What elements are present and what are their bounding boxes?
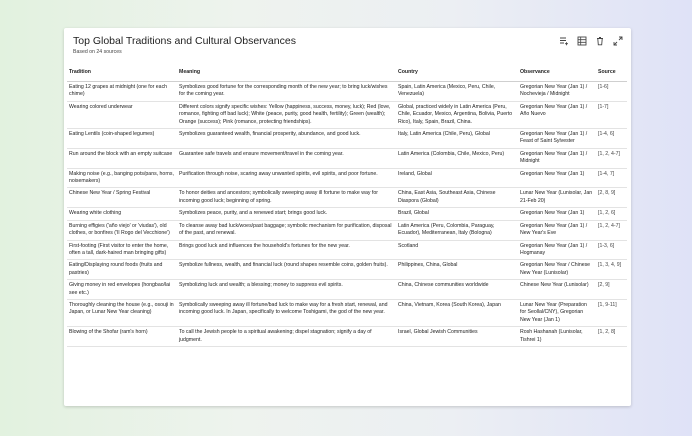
meaning-cell: Symbolizes peace, purity, and a renewed start; brings good luck. bbox=[177, 208, 396, 220]
country-cell: Ireland, Global bbox=[396, 168, 518, 188]
source-cell[interactable]: [1, 2, 4-7] bbox=[596, 148, 627, 168]
observance-cell: Gregorian New Year (Jan 1) bbox=[518, 208, 596, 220]
meaning-cell: Symbolizing luck and wealth; a blessing; money to suppress evil spirits. bbox=[177, 280, 396, 300]
table-row bbox=[67, 101, 627, 128]
meaning-cell: Symbolically sweeping away ill fortune/bad luck to make way for a fresh start, renewal, and incoming good luck. In Japan, specifically to welcome Toshigami, the god of the new year. bbox=[177, 299, 396, 326]
column-header-source[interactable]: Source bbox=[596, 66, 627, 82]
column-header-tradition[interactable]: Tradition bbox=[67, 66, 177, 82]
source-cell[interactable]: [1, 2, 8] bbox=[596, 327, 627, 347]
table-icon[interactable] bbox=[576, 35, 587, 46]
country-cell: China, Chinese communities worldwide bbox=[396, 280, 518, 300]
tradition-cell: Blowing of the Shofar (ram's horn) bbox=[67, 327, 177, 347]
source-cell[interactable]: [1-4, 6] bbox=[596, 129, 627, 149]
table-row bbox=[67, 240, 627, 260]
table-row bbox=[67, 129, 627, 149]
table-row bbox=[67, 280, 627, 300]
tradition-cell: Eating 12 grapes at midnight (one for each chime) bbox=[67, 82, 177, 102]
country-cell: Latin America (Peru, Colombia, Paraguay, Ecuador), Mediterranean, Italy (Bologna) bbox=[396, 220, 518, 240]
tradition-cell: Chinese New Year / Spring Festival bbox=[67, 188, 177, 208]
source-cell[interactable]: [1-4, 7] bbox=[596, 168, 627, 188]
table-row bbox=[67, 299, 627, 326]
tradition-cell: Burning effigies ('año viejo' or 'viudas'), old clothes, or bonfires ('Il Rogo del Vecchione') bbox=[67, 220, 177, 240]
tradition-cell: Eating/Displaying round foods (fruits and pastries) bbox=[67, 260, 177, 280]
table-row bbox=[67, 327, 627, 347]
country-cell: Scotland bbox=[396, 240, 518, 260]
observance-cell: Chinese New Year (Lunisolar) bbox=[518, 280, 596, 300]
country-cell: Latin America (Colombia, Chile, Mexico, Peru) bbox=[396, 148, 518, 168]
country-cell: China, East Asia, Southeast Asia, Chinese Diaspora (Global) bbox=[396, 188, 518, 208]
table-row bbox=[67, 208, 627, 220]
source-cell[interactable]: [1-7] bbox=[596, 101, 627, 128]
table-row bbox=[67, 260, 627, 280]
observance-cell: Lunar New Year (Lunisolar, Jan 21-Feb 20) bbox=[518, 188, 596, 208]
meaning-cell: To call the Jewish people to a spiritual awakening; dispel stagnation; signify a day of judgment. bbox=[177, 327, 396, 347]
meaning-cell: Symbolizes good fortune for the corresponding month of the new year; to bring luck/wishes for the coming year. bbox=[177, 82, 396, 102]
observance-cell: Lunar New Year (Preparation for Seollal/CNY), Gregorian New Year (Jan 1) bbox=[518, 299, 596, 326]
tradition-cell: Wearing colored underwear bbox=[67, 101, 177, 128]
tradition-cell: First-footing (First visitor to enter the home, often a tall, dark-haired man bringing gifts) bbox=[67, 240, 177, 260]
observance-cell: Gregorian New Year (Jan 1) / Año Nuevo bbox=[518, 101, 596, 128]
observance-cell: Gregorian New Year (Jan 1) / Hogmanay bbox=[518, 240, 596, 260]
tradition-cell: Giving money in red envelopes (hongbao/lai see etc.) bbox=[67, 280, 177, 300]
source-cell[interactable]: [1, 2, 4-7] bbox=[596, 220, 627, 240]
observance-cell: Gregorian New Year (Jan 1) / Feast of Saint Sylvester bbox=[518, 129, 596, 149]
meaning-cell: Guarantee safe travels and ensure movement/travel in the coming year. bbox=[177, 148, 396, 168]
observance-cell: Gregorian New Year (Jan 1) / Nochevieja / Midnight bbox=[518, 82, 596, 102]
table-row bbox=[67, 148, 627, 168]
observance-cell: Gregorian New Year / Chinese New Year (Lunisolar) bbox=[518, 260, 596, 280]
table-row bbox=[67, 168, 627, 188]
source-cell[interactable]: [2, 8, 9] bbox=[596, 188, 627, 208]
source-cell[interactable]: [1, 9-11] bbox=[596, 299, 627, 326]
table-toolbar bbox=[558, 35, 623, 46]
table-row bbox=[67, 220, 627, 240]
traditions-table bbox=[67, 66, 627, 347]
meaning-cell: Symbolize fullness, wealth, and financial luck (round shapes resemble coins, golden fruits). bbox=[177, 260, 396, 280]
filter-list-icon[interactable] bbox=[558, 35, 569, 46]
source-cell[interactable]: [1, 2, 6] bbox=[596, 208, 627, 220]
observance-cell: Gregorian New Year (Jan 1) / New Year's Eve bbox=[518, 220, 596, 240]
source-cell[interactable]: [1, 3, 4, 9] bbox=[596, 260, 627, 280]
meaning-cell: Brings good luck and influences the household's fortunes for the new year. bbox=[177, 240, 396, 260]
meaning-cell: Symbolizes guaranteed wealth, financial prosperity, abundance, and good luck. bbox=[177, 129, 396, 149]
source-cell[interactable]: [1-6] bbox=[596, 82, 627, 102]
observance-cell: Rosh Hashanah (Lunisolar, Tishrei 1) bbox=[518, 327, 596, 347]
source-cell[interactable]: [1-3, 6] bbox=[596, 240, 627, 260]
table-header-row bbox=[67, 66, 627, 82]
country-cell: Italy, Latin America (Chile, Peru), Global bbox=[396, 129, 518, 149]
tradition-cell: Wearing white clothing bbox=[67, 208, 177, 220]
sources-count: Based on 24 sources bbox=[73, 49, 122, 55]
country-cell: Philippines, China, Global bbox=[396, 260, 518, 280]
observance-cell: Gregorian New Year (Jan 1) bbox=[518, 168, 596, 188]
country-cell: Israel, Global Jewish Communities bbox=[396, 327, 518, 347]
country-cell: Spain, Latin America (Mexico, Peru, Chile, Venezuela) bbox=[396, 82, 518, 102]
source-cell[interactable]: [2, 9] bbox=[596, 280, 627, 300]
observance-cell: Gregorian New Year (Jan 1) / Midnight bbox=[518, 148, 596, 168]
country-cell: China, Vietnam, Korea (South Korea), Japan bbox=[396, 299, 518, 326]
column-header-country[interactable]: Country bbox=[396, 66, 518, 82]
tradition-cell: Run around the block with an empty suitcase bbox=[67, 148, 177, 168]
table-row bbox=[67, 82, 627, 102]
expand-icon[interactable] bbox=[612, 35, 623, 46]
table-title: Top Global Traditions and Cultural Observances bbox=[73, 35, 296, 47]
country-cell: Global, practiced widely in Latin America (Peru, Chile, Ecuador, Mexico, Argentina, Bolivia, Puerto Rico), Italy, Spain, Brazil, China. bbox=[396, 101, 518, 128]
column-header-observance[interactable]: Observance bbox=[518, 66, 596, 82]
tradition-cell: Eating Lentils (coin-shaped legumes) bbox=[67, 129, 177, 149]
meaning-cell: Different colors signify specific wishes: Yellow (happiness, success, money, luck); Red (love, romance, fighting off bad luck); White (peace, purity, good health, fertility); Green (wealth); Orange (success); Pink (romance, protecting friendships). bbox=[177, 101, 396, 128]
table-row bbox=[67, 188, 627, 208]
column-header-meaning[interactable]: Meaning bbox=[177, 66, 396, 82]
tradition-cell: Thoroughly cleaning the house (e.g., osouji in Japan, or Lunar New Year cleaning) bbox=[67, 299, 177, 326]
meaning-cell: To cleanse away bad luck/woes/past baggage; symbolic mechanism for purification, disposal of the past, and renewal. bbox=[177, 220, 396, 240]
country-cell: Brazil, Global bbox=[396, 208, 518, 220]
tradition-cell: Making noise (e.g., banging pots/pans, horns, noisemakers) bbox=[67, 168, 177, 188]
meaning-cell: To honor deities and ancestors; symbolically sweeping away ill fortune to make way for incoming good luck; beginning of spring. bbox=[177, 188, 396, 208]
data-table-card bbox=[64, 28, 631, 406]
meaning-cell: Purification through noise, scaring away unwanted spirits, evil spirits, and poor fortune. bbox=[177, 168, 396, 188]
delete-icon[interactable] bbox=[594, 35, 605, 46]
